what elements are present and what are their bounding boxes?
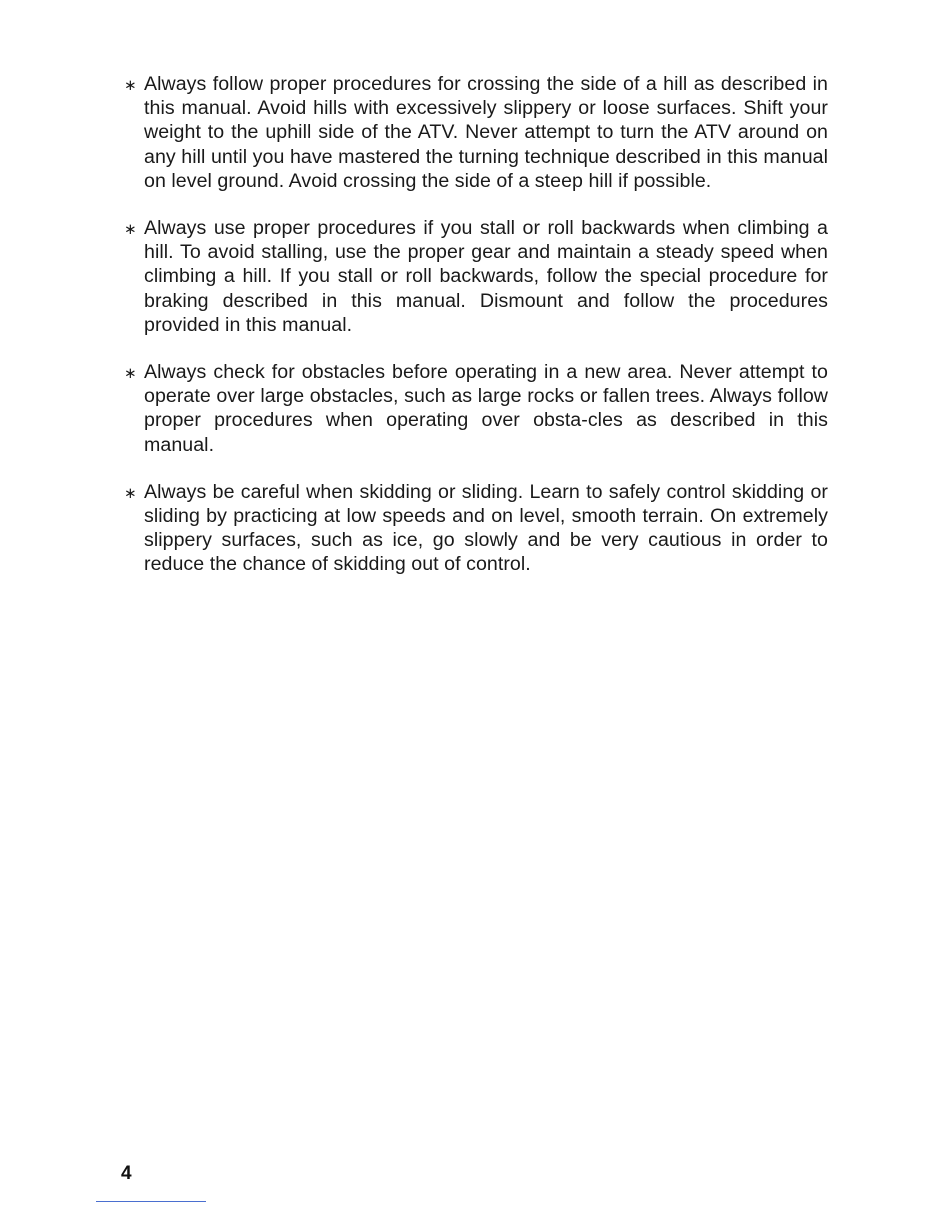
asterisk-bullet-icon: ∗ — [124, 77, 137, 94]
footer-divider — [96, 1201, 206, 1202]
page-number: 4 — [121, 1163, 132, 1184]
bullet-text: Always check for obstacles before operating in a new area. Never attempt to operate over large obstacles, such as large rocks or fallen trees. Always follow proper procedures when operating over obsta-cles as described in this manual. — [144, 361, 828, 456]
asterisk-bullet-icon: ∗ — [124, 221, 137, 239]
safety-bullet-list — [124, 72, 828, 600]
bullet-item-skidding — [124, 480, 828, 577]
asterisk-bullet-icon: ∗ — [124, 484, 137, 502]
bullet-item-stall-roll — [124, 216, 828, 337]
asterisk-bullet-icon: ∗ — [124, 365, 137, 383]
bullet-text: Always follow proper procedures for crossing the side of a hill as described in this manual. Avoid hills with excessively slippery or loose surfaces. Shift your weight to the uphill side of the ATV. Never attempt to turn the ATV around on any hill until you have mastered the turning technique described in this manual on level ground. Avoid crossing the side of a steep hill if possible. — [144, 73, 828, 192]
bullet-item-hill-crossing — [124, 72, 828, 193]
bullet-item-obstacles — [124, 360, 828, 457]
bullet-text: Always be careful when skidding or sliding. Learn to safely control skidding or sliding by practicing at low speeds and on level, smooth terrain. On extremely slippery surfaces, such as ice, go slowly and be very cautious in order to reduce the chance of skidding out of control. — [144, 480, 828, 576]
bullet-text: Always use proper procedures if you stall or roll backwards when climbing a hill. To avoid stalling, use the proper gear and maintain a steady speed when climbing a hill. If you stall or roll backwards, follow the special procedure for braking described in this manual. Dismount and follow the procedures provided in this manual. — [144, 217, 828, 336]
